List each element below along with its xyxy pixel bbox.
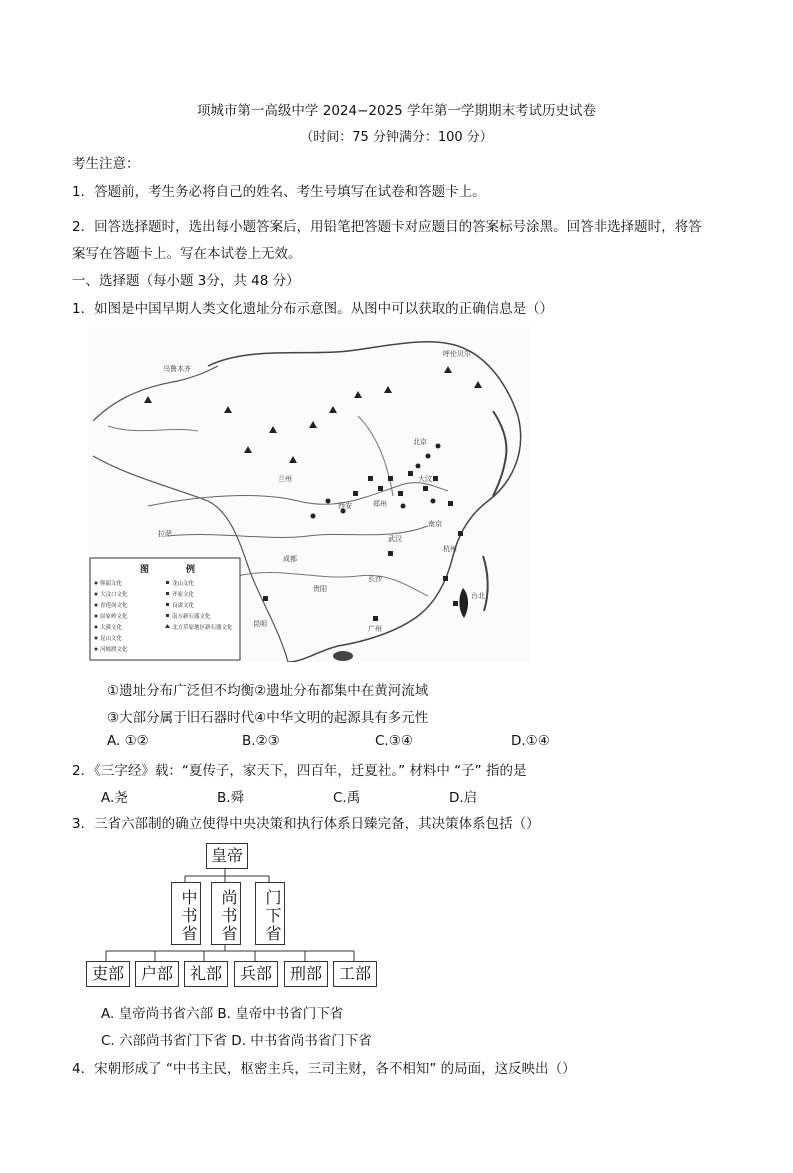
place-label: 成都 xyxy=(283,555,297,563)
chart-node-zhongshu: 中书省 xyxy=(171,882,201,945)
question-1-stem: 1．如图是中国早期人类文化遗址分布示意图。从图中可以获取的正确信息是（） xyxy=(72,301,554,317)
question-2-option-a: A.尧 xyxy=(101,790,128,806)
place-label: 杭州 xyxy=(443,545,457,553)
place-label: 广州 xyxy=(368,625,382,633)
question-1-option-a: A. ①② xyxy=(107,733,149,749)
notice-item-2-line1: 2．回答选择题时，选出每小题答案后，用铅笔把答题卡对应题目的答案标号涂黑。回答非选择题时，将答 xyxy=(72,219,702,235)
chart-node-emperor: 皇帝 xyxy=(206,843,248,869)
chart-node-ministry: 礼部 xyxy=(184,961,228,987)
question-2-option-c: C.禹 xyxy=(333,790,361,806)
question-3-options-2: C. 六部尚书省门下省 D. 中书省尚书省门下省 xyxy=(101,1033,372,1049)
chart-node-menxia: 门下省 xyxy=(255,882,285,945)
culture-site-map xyxy=(88,326,530,662)
place-label: 南京 xyxy=(428,520,442,528)
chart-node-ministry: 吏部 xyxy=(86,961,130,987)
place-label: 西安 xyxy=(338,502,352,510)
legend-right-item: 良渚文化 xyxy=(172,603,195,609)
legend-right-item: 北方草原地区新石器文化 xyxy=(172,625,233,631)
notice-item-1: 1．答题前，考生务必将自己的姓名、考生号填写在试卷和答题卡上。 xyxy=(72,184,486,200)
place-label: 大汶口 xyxy=(418,475,439,483)
section-heading: 一、选择题（每小题 3分，共 48 分） xyxy=(72,273,300,289)
question-2-stem: 2．《三字经》载：“夏传子，家天下，四百年，迁夏社。” 材料中 “子” 指的是 xyxy=(72,763,527,779)
exam-subtitle: （时间：75 分钟满分：100 分） xyxy=(300,130,493,145)
chart-node-ministry: 工部 xyxy=(333,961,377,987)
place-label: 贵阳 xyxy=(313,585,327,593)
place-label: 郑州 xyxy=(373,500,387,508)
question-1-option-c: C.③④ xyxy=(375,733,413,749)
question-2-option-b: B.舜 xyxy=(217,790,245,806)
place-label: 昆明 xyxy=(253,620,267,628)
question-3-stem: 3．三省六部制的确立使得中央决策和执行体系日臻完备，其决策体系包括（） xyxy=(72,816,540,832)
chart-node-shangshu: 尚书省 xyxy=(211,882,241,945)
legend-right-item: 龙山文化 xyxy=(172,581,195,587)
legend-right-item: 南方新石器文化 xyxy=(172,614,211,620)
question-4-stem: 4．宋朝形成了 “中书主民，枢密主兵，三司主财，各不相知” 的局面，这反映出（） xyxy=(72,1061,576,1077)
notice-heading: 考生注意： xyxy=(72,156,140,172)
question-1-statements-2: ③大部分属于旧石器时代④中华文明的起源具有多元性 xyxy=(107,710,429,726)
question-1-statements-1: ①遗址分布广泛但不均衡②遗址分布都集中在黄河流域 xyxy=(107,683,429,699)
chart-node-ministry: 户部 xyxy=(135,961,179,987)
place-label: 拉萨 xyxy=(158,530,172,538)
legend-left-item: 青莲岗文化 xyxy=(100,603,128,609)
legend-left-item: 屈家岭文化 xyxy=(100,614,128,620)
place-label: 武汉 xyxy=(388,535,402,543)
place-label: 台北 xyxy=(471,592,485,600)
legend-left-item: 河姆渡文化 xyxy=(100,647,128,653)
place-label: 北京 xyxy=(413,438,427,446)
place-label: 兰州 xyxy=(278,475,292,483)
legend-left-item: 大溪文化 xyxy=(100,625,123,631)
three-departments-chart xyxy=(84,840,384,990)
question-1-option-d: D.①④ xyxy=(511,733,550,749)
legend-left-item: 昆山文化 xyxy=(100,636,123,642)
place-label: 乌鲁木齐 xyxy=(163,365,191,373)
chart-node-ministry: 刑部 xyxy=(284,961,328,987)
legend-left-item: 大汶口文化 xyxy=(100,592,128,598)
legend-title-right: 例 xyxy=(186,565,196,575)
map-legend xyxy=(90,558,240,660)
place-label: 长沙 xyxy=(368,575,382,583)
question-1-option-b: B.②③ xyxy=(242,733,280,749)
legend-left-item: 仰韶文化 xyxy=(100,581,123,587)
legend-title-left: 图 xyxy=(140,565,150,575)
exam-title: 项城市第一高级中学 2024−2025 学年第一学期期末考试历史试卷 xyxy=(196,103,597,119)
place-label: 呼伦贝尔 xyxy=(443,350,471,358)
question-2-option-d: D.启 xyxy=(449,790,478,806)
notice-item-2-line2: 案写在答题卡上。写在本试卷上无效。 xyxy=(72,246,302,262)
legend-right-item: 齐家文化 xyxy=(172,592,195,598)
question-3-options-1: A. 皇帝尚书省六部 B. 皇帝中书省门下省 xyxy=(101,1006,344,1022)
chart-node-ministry: 兵部 xyxy=(234,961,278,987)
